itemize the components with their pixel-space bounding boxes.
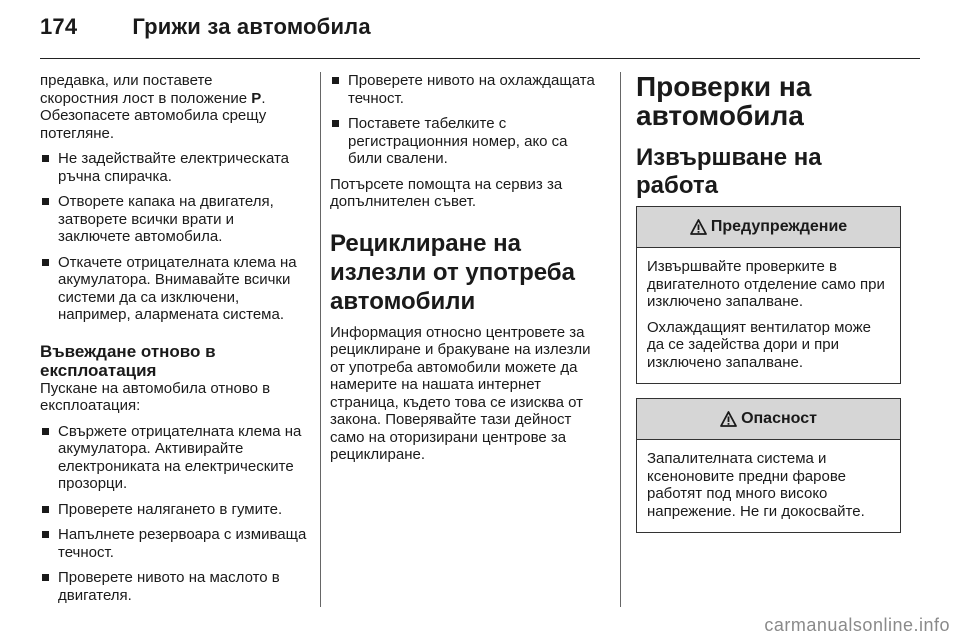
bullet-icon	[42, 574, 49, 581]
danger-box	[636, 398, 901, 533]
section-heading: Рециклиране на излезли от употреба автомобили	[330, 229, 575, 315]
gear-position-p: P	[251, 89, 262, 107]
warning-text: Охлаждащият вентилатор може да се задейства дори и при изключено запалване.	[647, 318, 871, 371]
list-item: Проверете налягането в гумите.	[40, 501, 310, 519]
page-header	[40, 14, 371, 40]
list-item: Свържете отрицателната клема на акумулатора. Активирайте електрониката на електрическите прозорци.	[40, 423, 310, 493]
section-text: Информация относно центровете за рециклиране и бракуване на излезли от употреба автомобили можете да намерите на нашата интернет страница, където това се изисква от закона. Поверявайте тази дейност само на оторизирани центрове за рециклиране.	[330, 323, 591, 463]
subheading: Въвеждане отново в експлоатация	[40, 341, 216, 380]
warning-box	[636, 206, 901, 384]
danger-title: Опасност	[741, 410, 817, 427]
bullet-icon	[332, 120, 339, 127]
warning-title: Предупреждение	[710, 218, 848, 235]
danger-box-body	[637, 440, 900, 532]
bullet-list	[40, 423, 310, 605]
warning-box-header	[637, 207, 900, 248]
column-3	[636, 72, 901, 547]
advice-paragraph: Потърсете помощта на сервиз за допълнителен съвет.	[330, 175, 563, 210]
list-item: Откачете отрицателната клема на акумулатора. Внимавайте всички системи да са изключени, например, алармената система.	[40, 254, 310, 324]
list-item: Проверете нивото на охлаждащата течност.	[330, 72, 602, 107]
list-item: Отворете капака на двигателя, затворете всички врати и заключете автомобила.	[40, 193, 310, 246]
bullet-list	[330, 72, 602, 168]
subheading: Извършване на работа	[636, 144, 822, 199]
danger-box-header	[637, 399, 900, 440]
warning-triangle-icon	[690, 219, 707, 235]
list-item: Не задействайте електрическата ръчна спирачка.	[40, 150, 310, 185]
bullet-icon	[42, 531, 49, 538]
column-divider	[620, 72, 621, 607]
bullet-list	[40, 150, 310, 324]
bullet-icon	[332, 77, 339, 84]
bullet-icon	[42, 506, 49, 513]
list-item: Проверете нивото на маслото в двигателя.	[40, 569, 310, 604]
bullet-icon	[42, 155, 49, 162]
continued-paragraph: предавка, или поставете скоростния лост в положение P. Обезопасете автомобила срещу потегляне.	[40, 72, 267, 142]
bullet-icon	[42, 428, 49, 435]
warning-text: Извършвайте проверките в двигателното отделение само при изключено запалване.	[647, 258, 885, 310]
page-title: Грижи за автомобила	[132, 14, 371, 39]
column-1	[40, 72, 310, 612]
column-divider	[320, 72, 321, 607]
watermark: carmanualsonline.info	[764, 615, 950, 635]
list-item: Поставете табелките с регистрационния номер, ако са били свалени.	[330, 115, 602, 168]
section-heading: Проверки на автомобила	[636, 71, 812, 131]
list-item: Напълнете резервоара с измиваща течност.	[40, 526, 310, 561]
column-2	[330, 72, 602, 472]
warning-box-body	[637, 248, 900, 383]
bullet-icon	[42, 259, 49, 266]
warning-triangle-icon	[720, 411, 737, 427]
bullet-icon	[42, 198, 49, 205]
page-number: 174	[40, 14, 78, 39]
danger-text: Запалителната система и ксеноновите предни фарове работят под много високо напрежение. Не ги докосвайте.	[647, 450, 865, 520]
header-rule	[40, 58, 920, 59]
intro-text: Пускане на автомобила отново в експлоатация:	[40, 379, 271, 414]
